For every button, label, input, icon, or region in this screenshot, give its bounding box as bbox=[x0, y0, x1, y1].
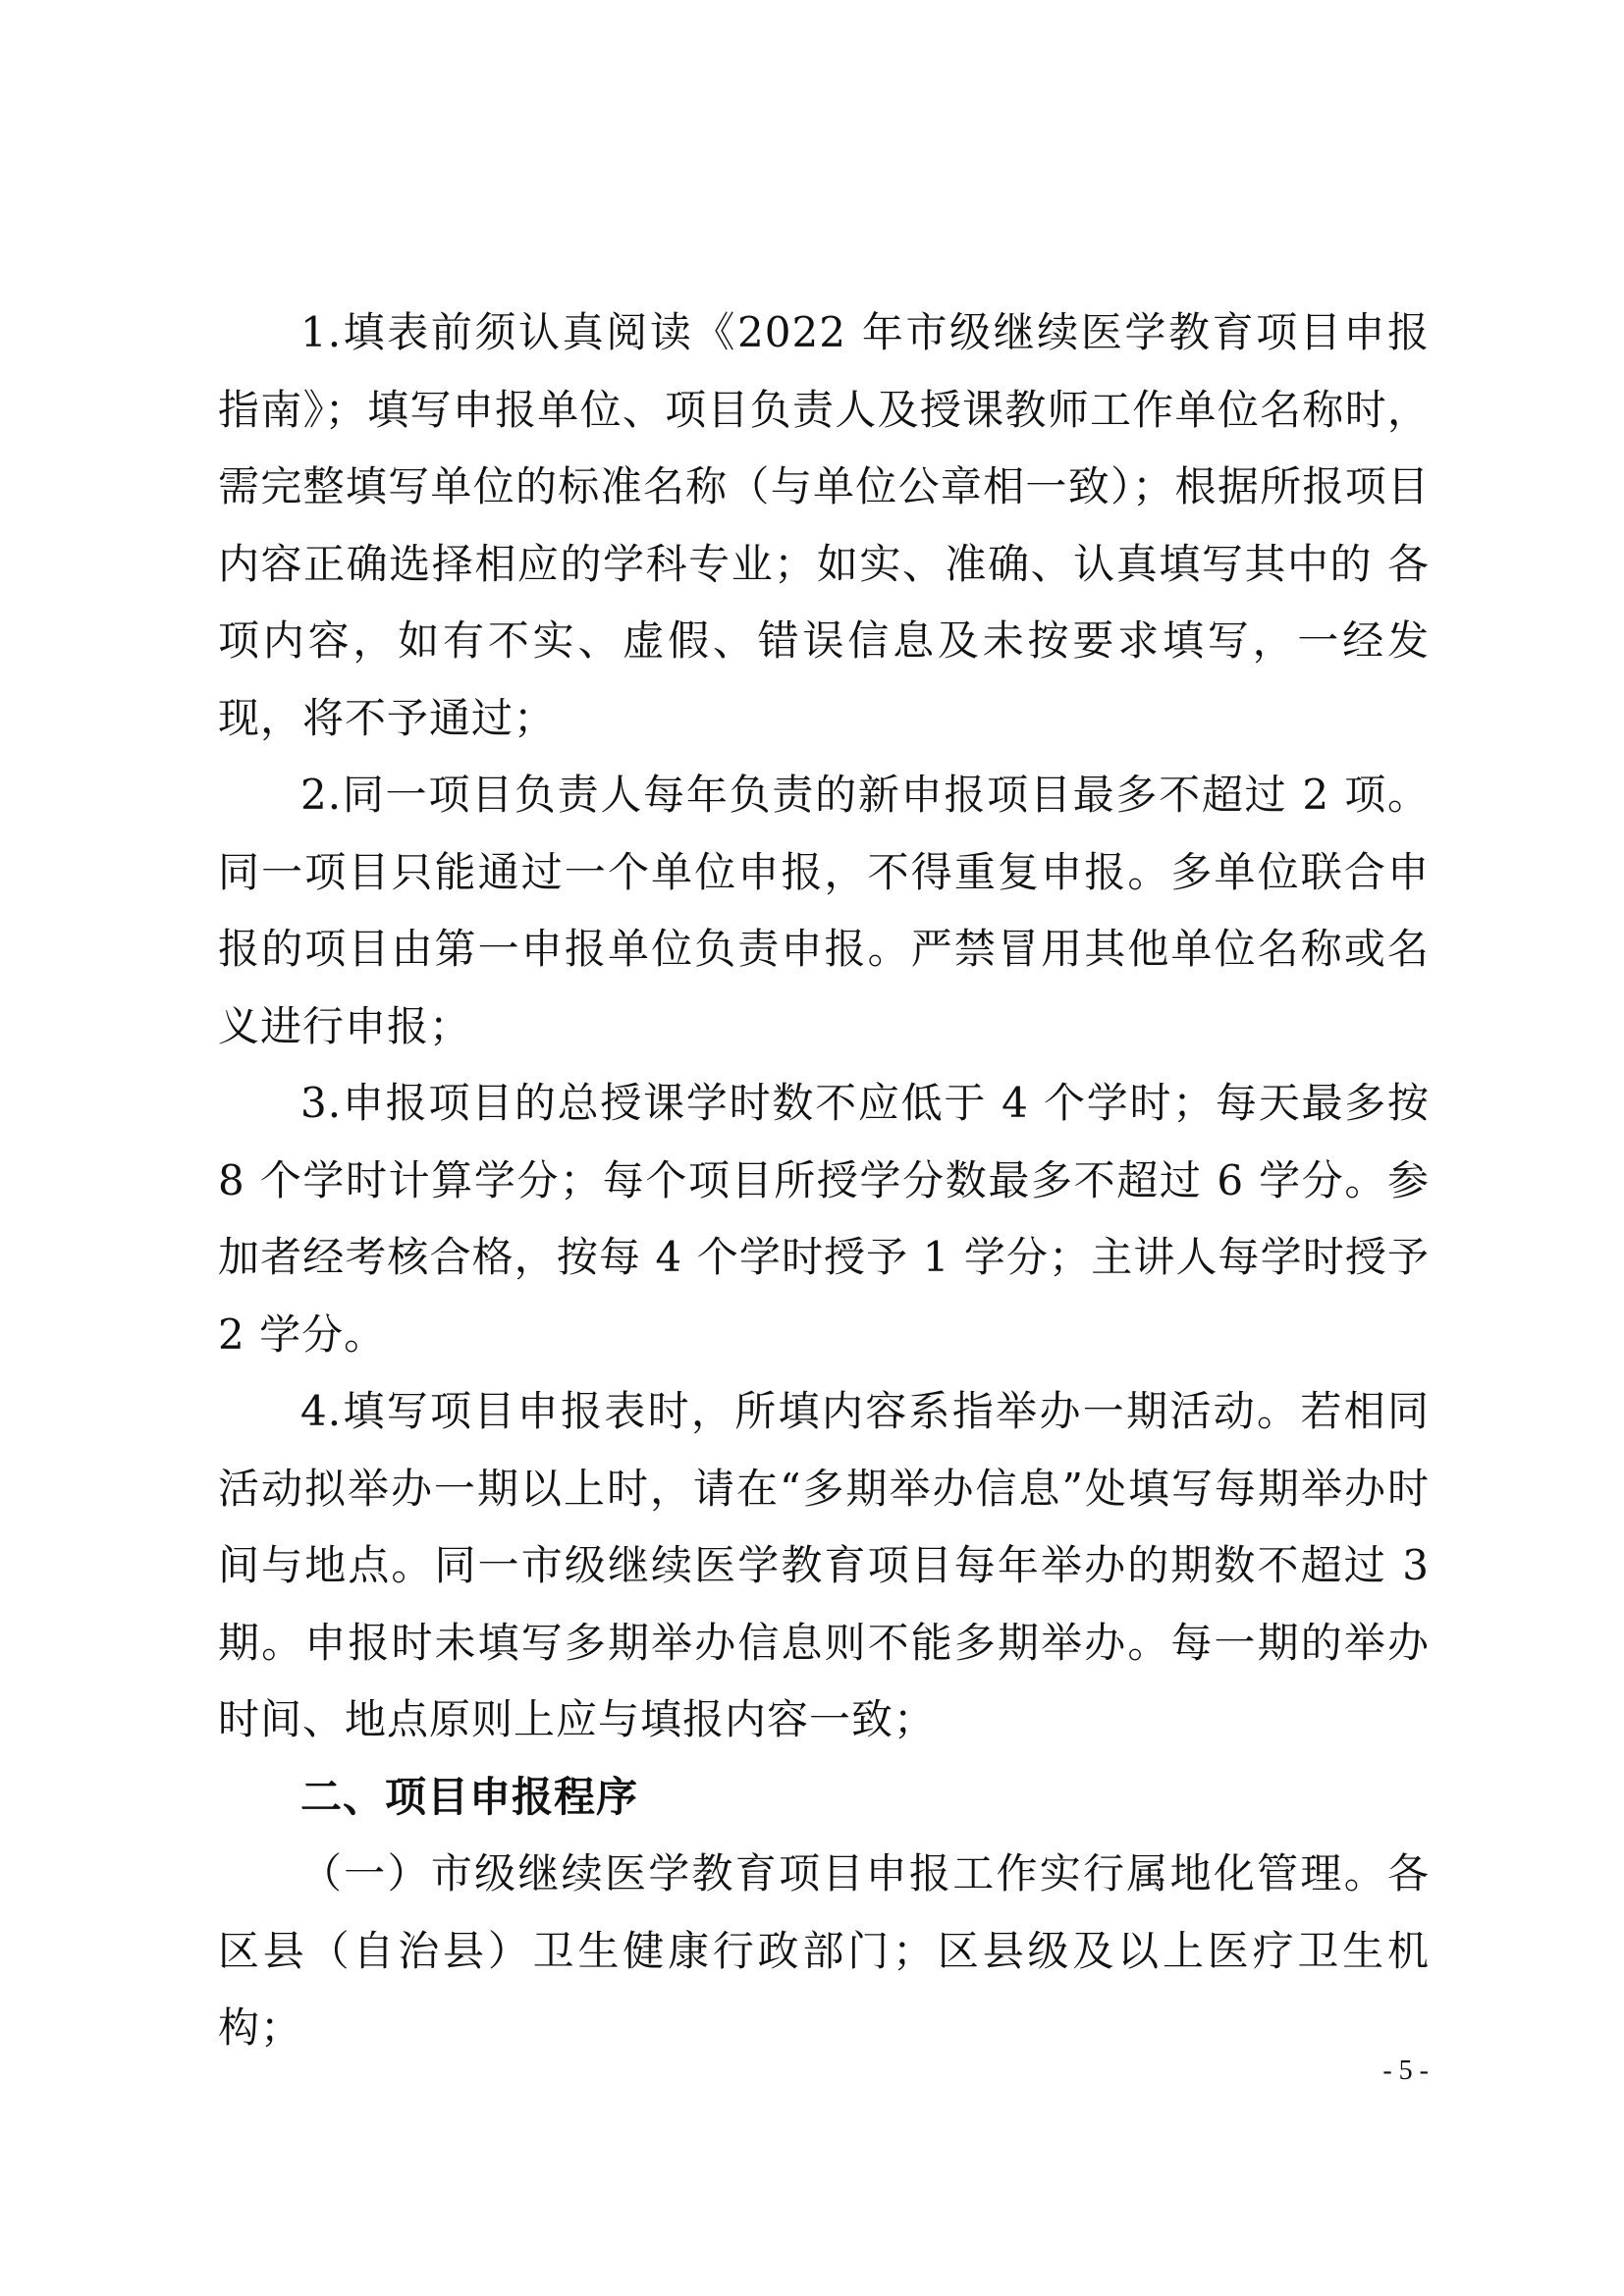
section-heading: 二、项目申报程序 bbox=[300, 1772, 639, 1821]
page-number: - 5 - bbox=[1382, 2056, 1429, 2086]
requirement-item-1: 1.填表前须认真阅读《2022 年市级继续医学教育项目申报指南》；填写申报单位、项目负责人及授课教师工作单位名称时，需完整填写单位的标准名称（与单位公章相一致）；根据所报项目内容正确选择相应的学科专业；如实、准确、认真填写其中的 各项内容，如有不实、虚假、错误信息及未按要求填写，一经发 现，将不予通过； bbox=[218, 308, 1430, 742]
requirement-item-2: 2.同一项目负责人每年负责的新申报项目最多不超过 2 项。同一项目只能通过一个单位申报，不得重复申报。多单位联合申报的项目由第一申报单位负责申报。严禁冒用其他单位名称或名义进行申报； bbox=[218, 771, 1430, 1050]
requirement-item-3: 3.申报项目的总授课学时数不应低于 4 个学时；每天最多按 8 个学时计算学分；每个项目所授学分数最多不超过 6 学分。参加者经考核合格，按每 4 个学时授予 1 学分；主讲人每学时授予 2 学分。 bbox=[218, 1079, 1430, 1359]
procedure-item-1: （一）市级继续医学教育项目申报工作实行属地化管理。各区县（自治县）卫生健康行政部门；区县级及以上医疗卫生机构； bbox=[218, 1849, 1430, 2052]
requirement-item-4: 4.填写项目申报表时，所填内容系指举办一期活动。若相同活动拟举办一期以上时，请在“多期举办信息”处填写每期举办时间与地点。同一市级继续医学教育项目每年举办的期数不超过 3 期。申报时未填写多期举办信息则不能多期举办。每一期的举办时间、地点原则上应与填报内容一致； bbox=[218, 1387, 1430, 1743]
document-body bbox=[218, 294, 1430, 2067]
